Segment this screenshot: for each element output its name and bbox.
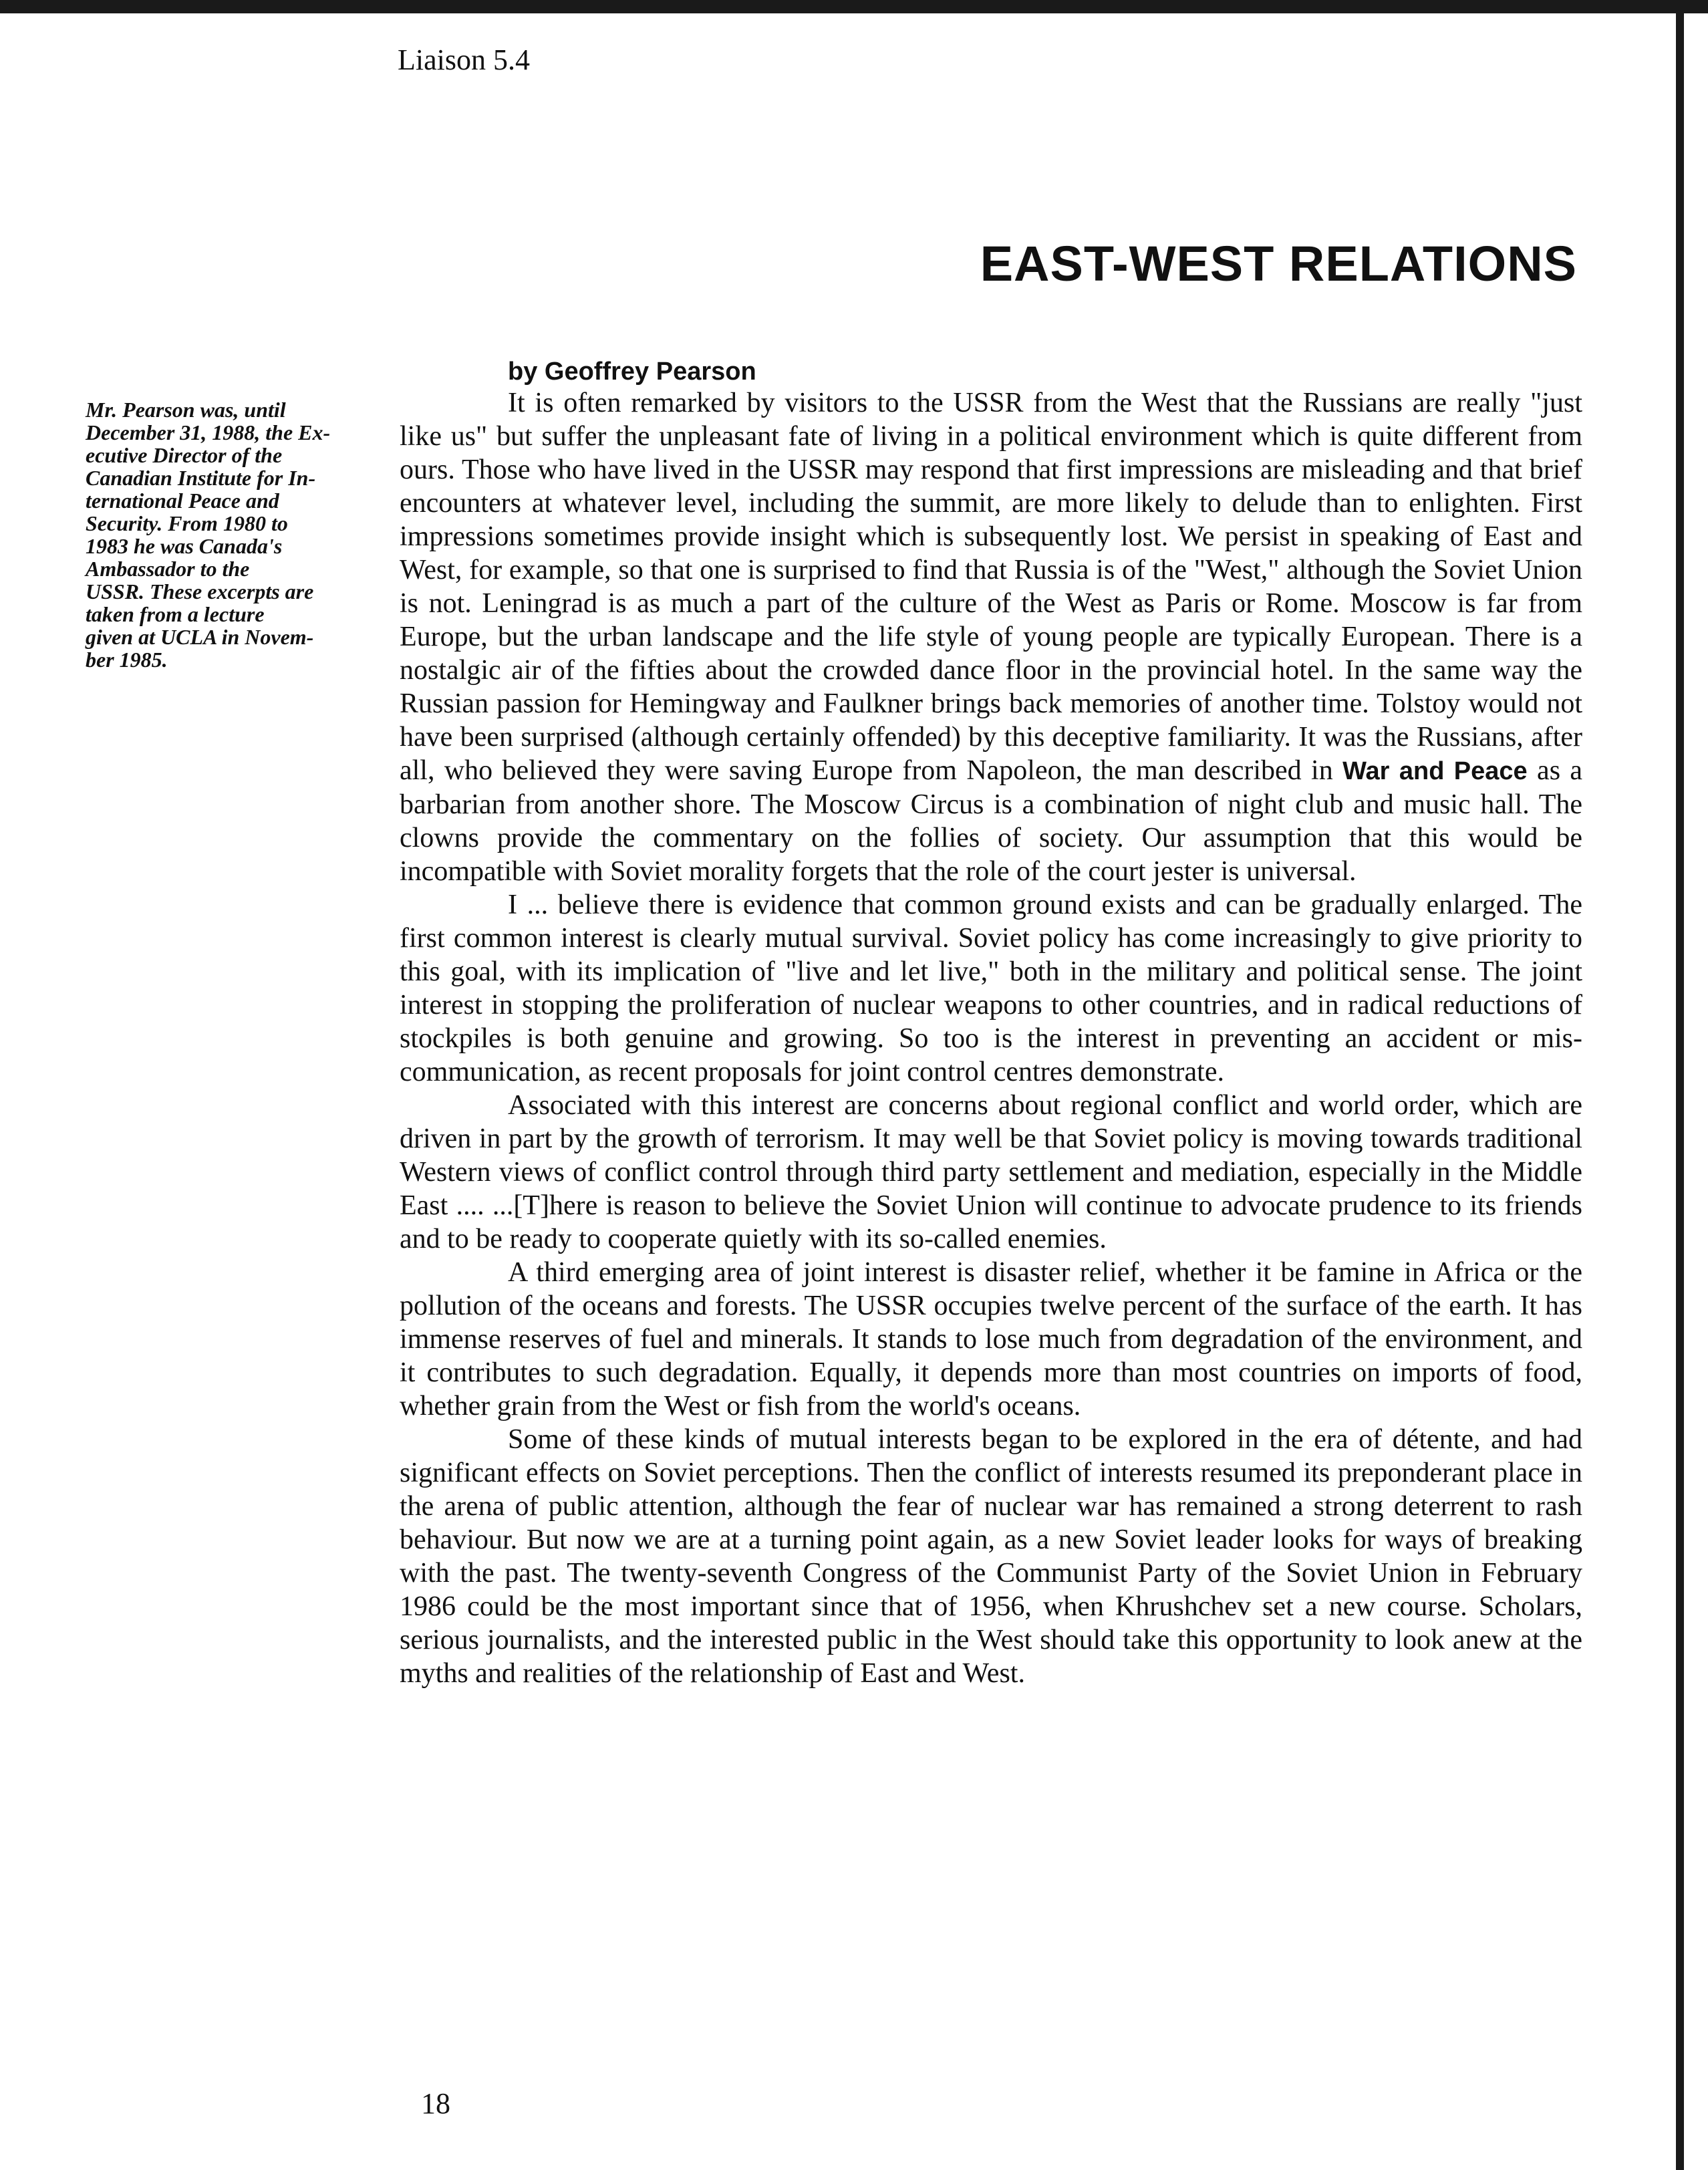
paragraph-text: as a barbarian from another shore. The Moscow Circus is a combination of night club and music hall. The clowns provide the commentary on the follies of society. Our assumption that this would be incompatible with Soviet morality forgets that the role of the court jester is universal. [400, 755, 1583, 887]
article-paragraph-4: A third emerging area of joint interest is disaster relief, whether it be famine in Africa or the pollution of the oceans and forests. The USSR occupies twelve percent of the surface of the earth. It has immense reserves of fuel and minerals. It stands to lose much from degradation of the environment, and it contributes to such degradation. Equally, it depends more than most countries on imports of food, whether grain from the West or fish from the world's oceans. [400, 1257, 1582, 1421]
byline: by Geoffrey Pearson [508, 358, 756, 386]
article-paragraph-2: I ... believe there is evidence that common ground exists and can be gradually enlarged. The first common interest is clearly mutual survival. Soviet policy has come increasingly to give priority to this goal, with its implication of "live and let live," both in the military and political sense. The joint interest in stopping the proliferation of nuclear weapons to other countries, and in radical reductions of stockpiles is both genuine and growing. So too is the interest in preventing an accident or mis-communication, as recent proposals for joint control centres demonstrate. [400, 890, 1582, 1087]
author-note-line: USSR. These excerpts are [86, 579, 314, 603]
paragraph-text: It is often remarked by visitors to the USSR from the West that the Russians are really "just like us" but suffer the unpleasant fate of living in a political environment which is quite different from ours. Those who have lived in the USSR may respond that first impressions are misleading and that brief encounters at whatever level, including the summit, are more likely to delude than to enlighten. First impressions sometimes provide insight which is subsequently lost. We persist in speaking of East and West, for example, so that one is surprised to find that Russia is of the "West," although the Soviet Union is not. Leningrad is as much a part of the culture of the West as Paris or Rome. Moscow is far from Europe, but the urban landscape and the life style of young people are typically European. There is a nostalgic air of the fifties about the crowded dance floor in the provincial hotel. In the same way the Russian passion for Hemingway and Faulkner brings back memories of another time. Tolstoy would not have been surprised (although certainly offended) by this deceptive familiarity. It was the Russians, after all, who believed they were saving Europe from Napoleon, the man described in [400, 388, 1582, 786]
article-paragraph-3: Associated with this interest are concerns about regional conflict and world order, which are driven in part by the growth of terrorism. It may well be that Soviet policy is moving towards traditional Western views of conflict control through third party settlement and mediation, especially in the Middle East .... ...[T]here is reason to believe the Soviet Union will continue to advocate prudence to its friends and to be ready to cooperate quietly with its so-called enemies. [400, 1090, 1582, 1254]
page-title: EAST-WEST RELATIONS [980, 236, 1577, 291]
top-border-rule [0, 0, 1708, 13]
article-body [400, 386, 1582, 1690]
article-paragraph-1 [400, 386, 1582, 888]
book-title-citation: War and Peace [1342, 757, 1528, 785]
right-border-rule [1676, 0, 1684, 2170]
author-note-line: ber 1985. [86, 648, 168, 672]
running-head: Liaison 5.4 [398, 43, 530, 76]
article-paragraph-5: Some of these kinds of mutual interests began to be explored in the era of détente, and had significant effects on Soviet perceptions. Then the conflict of interests resumed its preponderant place in the arena of public attention, although the fear of nuclear war has remained a strong deterrent to rash behaviour. But now we are at a turning point again, as a new Soviet leader looks for ways of breaking with the past. The twenty-seventh Congress of the Communist Party of the Soviet Union in February 1986 could be the most important since that of 1956, when Khrushchev set a new course. Scholars, serious journalists, and the interested public in the West should take this opportunity to look anew at the myths and realities of the relationship of East and West. [400, 1424, 1582, 1689]
author-note-line: 1983 he was Canada's [86, 534, 283, 558]
author-note-line: Canadian Institute for In- [86, 466, 316, 490]
author-note-line: December 31, 1988, the Ex- [86, 420, 331, 444]
author-note-line: Mr. Pearson was, until [86, 398, 286, 422]
author-note-line: taken from a lecture [86, 602, 265, 626]
page-number: 18 [421, 2087, 450, 2120]
author-note-line: Ambassador to the [86, 557, 250, 581]
author-note-line: Security. From 1980 to [86, 511, 288, 535]
author-note-line: ternational Peace and [86, 489, 279, 513]
author-note-line: given at UCLA in Novem- [86, 625, 314, 649]
author-note-line: ecutive Director of the [86, 443, 283, 467]
author-note-sidebar [86, 398, 386, 671]
